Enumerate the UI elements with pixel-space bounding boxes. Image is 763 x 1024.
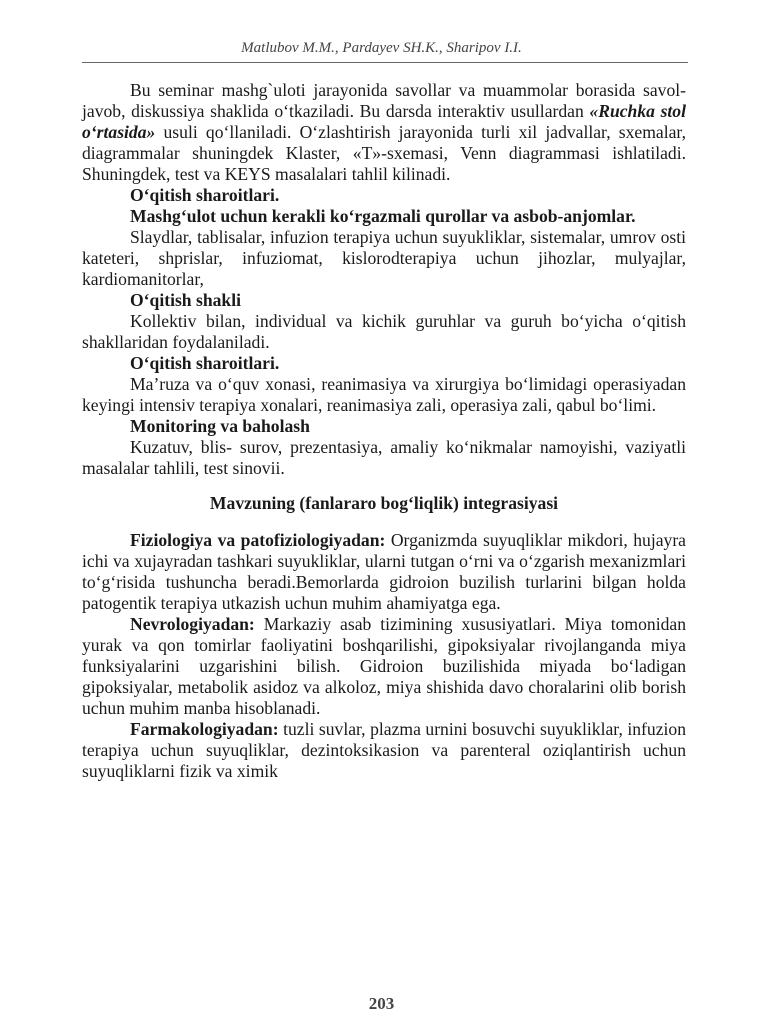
term-pharmacology: Farmakologiyadan: [130,719,279,739]
page-number: 203 [368,994,395,1013]
heading-learning-conditions: O‘qitish sharoitlari. [130,185,280,205]
intro-text-2: usuli qo‘llaniladi. O‘zlashtirish jarayonida turli xil jadvallar, sxemalar, diagrammalar shuningdek Klaster, «T»-sxemasi, Venn diagrammasi ishlatiladi. Shuningdek, test va KEYS masalalari tahlil kilinadi. [82,122,686,184]
heading-equipment: Mashg‘ulot uchun kerakli ko‘rgazmali qurollar va asbob-anjomlar. [130,206,636,226]
paragraph-learning-form: Kollektiv bilan, individual va kichik guruhlar va guruh bo‘yicha o‘qitish shakllaridan foydalaniladi. [82,311,686,352]
paragraph-physiology [82,530,686,614]
paragraph-intro [82,80,686,185]
intro-text-1: Bu seminar mashg`uloti jarayonida savollar va muammolar borasida savol-javob, diskussiya shaklida o‘tkaziladi. Bu darsda interaktiv usullardan [82,80,686,121]
neurology-text: Markaziy asab tizimining xususiyatlari. Miya tomonidan yurak va qon tomirlar faoliyatini boshqarilishi, gipoksiyalar rivojlanganda miya funksiyalarini uzgarishini bilish. Gidroion buzilishida miyada bo‘ladigan gipoksiyalar, metabolik asidoz va alkoloz, miya shishida davo choralarini olib borish uchun muhim manba hisoblanadi. [82,614,686,718]
section-title: Mavzuning (fanlararo bog‘liqlik) integrasiyasi [209,493,559,513]
paragraph-neurology [82,614,686,719]
paragraph-monitoring: Kuzatuv, blis- surov, prezentasiya, amaliy ko‘nikmalar namoyishi, vaziyatli masalalar tahlili, test sinovii. [82,437,686,478]
running-head: Matlubov M.M., Pardayev SH.K., Sharipov I.I. [241,40,522,56]
paragraph-equipment: Slaydlar, tablisalar, infuzion terapiya uchun suyukliklar, sistemalar, umrov osti kateteri, shprislar, infuziomat, kislorodterapiya uchun jihozlar, mulyajlar, kardiomanitorlar, [82,227,686,289]
heading-learning-form: O‘qitish shakli [130,290,241,310]
paragraph-learning-conditions: Ma’ruza va o‘quv xonasi, reanimasiya va xirurgiya bo‘limidagi operasiyadan keyingi intensiv terapiya xonalari, reanimasiya zali, operasiya zali, qabul bo‘limi. [82,374,686,415]
body-text [82,80,686,782]
pharmacology-text: tuzli suvlar, plazma urnini bosuvchi suyukliklar, infuzion terapiya uchun suyuqliklar, dezintoksikasion va parenteral oziqlantirish uchun suyuqliklarni fizik va ximik [82,719,686,781]
paragraph-pharmacology [82,719,686,782]
header-rule [82,62,688,63]
method-name: «Ruchka stol o‘rtasida» [82,101,686,142]
term-neurology: Nevrologiyadan: [130,614,255,634]
heading-monitoring: Monitoring va baholash [130,416,310,436]
heading-learning-conditions-2: O‘qitish sharoitlari. [130,353,280,373]
term-physiology: Fiziologiya va patofiziologiyadan: [130,530,386,550]
physiology-text: Organizmda suyuqliklar mikdori, hujayra ichi va xujayradan tashkari suyukliklar, ularni tutgan o‘rni va o‘zgarish mexanizmlari to‘g‘risida tushuncha beradi.Bemorlarda gidroion buzilish turlarini bilgan holda patogentik terapiya utkazish uchun muhim ahamiyatga ega. [82,530,686,613]
